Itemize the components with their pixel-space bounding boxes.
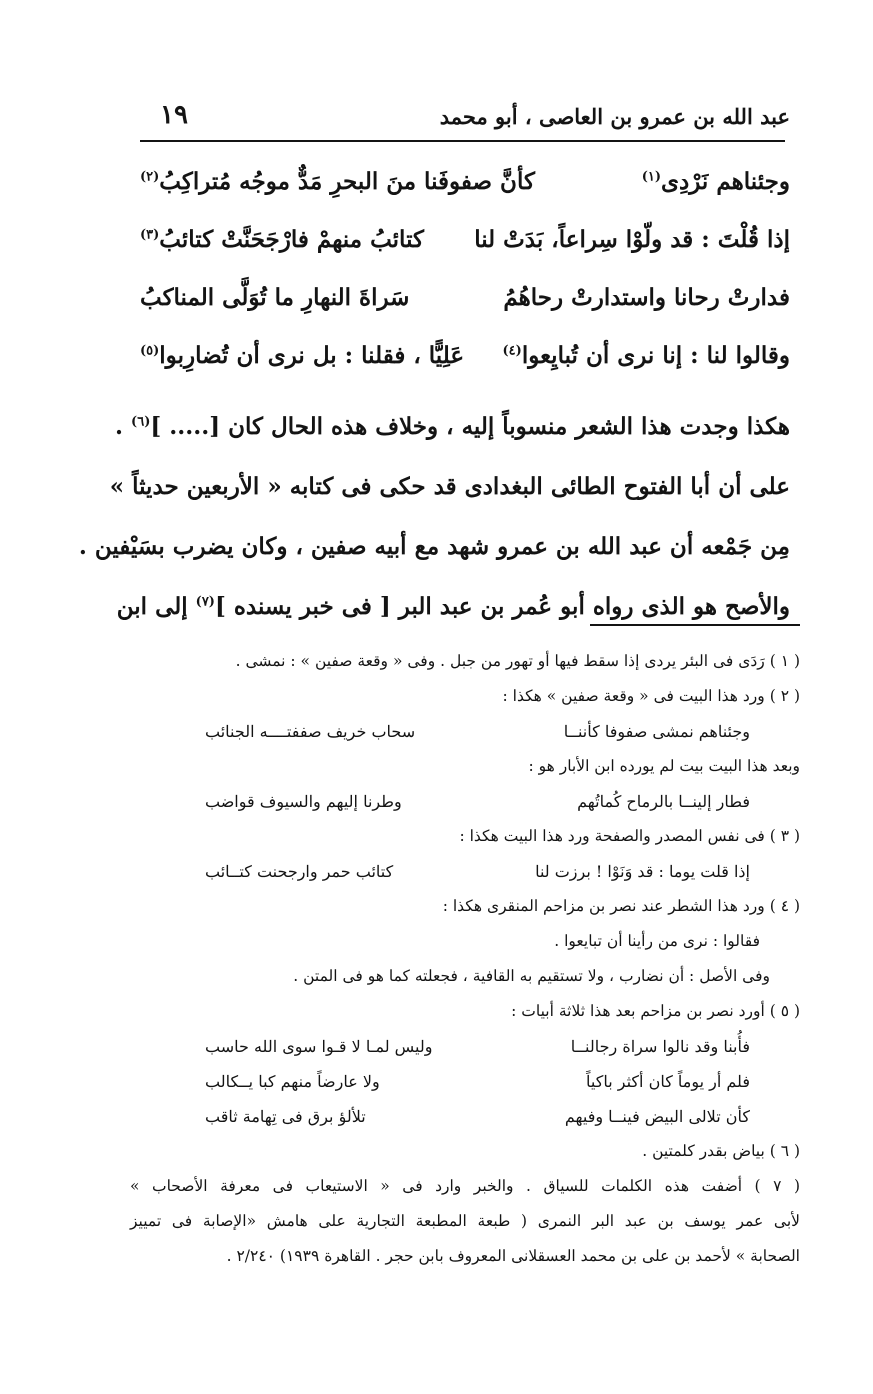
page-number: ١٩ [160,100,188,130]
footnote-verse [130,714,800,749]
verse-first-hemistich: وقالوا لنا : إنا نرى أن تُبايِعوا$^{(٤)}$ [502,342,790,369]
verse-second-hemistich: كأنَّ صفوفَنا منَ البحرِ مَدٌّ موجُه مُتراكِبُ$^{(٢)}$ [140,168,535,195]
footnote-mark: (٣) [140,227,160,243]
footnote-verse [130,784,800,819]
footnote-mark: (٧) [195,594,215,610]
footnote-4-continued: وفى الأصل : أن نضارب ، ولا تستقيم به القافية ، فجعلته كما هو فى المتن . [293,967,770,985]
footnote-2: ( ٢ ) ورد هذا البيت فى « وقعة صفين » هكذا : [502,687,800,705]
footnote-verse-second: تلألؤ برق فى تِهامة ثاقب [205,1107,366,1126]
footnote-verse-first: فلم أر يوماً كان أكثر باكياً [586,1072,750,1091]
footnote-3: ( ٣ ) فى نفس المصدر والصفحة ورد هذا البيت هكذا : [459,827,800,845]
verse-first-hemistich: إذا قُلْتَ : قد ولّوْا سِراعاً، بَدَتْ لنا [474,226,790,253]
footnote-verse-first: كأن تلالى البيض فينــا وفيهم [564,1107,750,1126]
footnote-rule [590,624,800,626]
footnote-mark: (٥) [140,343,160,359]
prose-line: والأصح هو الذى رواه أبو عُمر بن عبد البر [ فى خبر يسنده ]$^{(٧)}$ إلى ابن [116,593,790,620]
prose-line: على أن أبا الفتوح الطائى البغدادى قد حكى فى كتابه « الأربعين حديثاً » [109,473,790,500]
verse-line [140,218,790,276]
prose-line: مِن جَمْعه أن عبد الله بن عمرو شهد مع أبيه صفين ، وكان يضرب بسَيْفين . [78,533,790,560]
footnote-verse [130,1099,800,1134]
verse-line [140,276,790,334]
verse-second-hemistich: عَلِيًّا ، فقلنا : بل نرى أن تُضارِبوا$^{(٥)}$ [140,342,465,369]
footnote-1: ( ١ ) رَدَى فى البئر يردى إذا سقط فيها أو تهور من جبل . وفى « وقعة صفين » : نمشى . [235,652,800,670]
verse-second-hemistich: سَراةَ النهارِ ما تُوَلَّى المناكبُ [140,284,410,311]
footnote-verse-second: ولا عارضاً منهم كبا يــكالب [205,1072,380,1091]
footnote-verse-first: إذا قلت يوما : قد وَنَوْا ! برزت لنا [535,862,750,881]
footnote-verse [130,1029,800,1064]
footnote-7: ( ٧ ) أضفت هذه الكلمات للسياق . والخبر وارد فى « الاستيعاب فى معرفة الأصحاب » [130,1177,800,1195]
footnote-verse-first: فطار إلينــا بالرماح كُماتُهم [577,792,750,811]
poem [140,160,790,392]
verse-second-hemistich: كتائبُ منهمْ فارْجَحَنَّتْ كتائبُ$^{(٣)}$ [140,226,424,253]
footnote-verse [130,854,800,889]
page-header [140,100,790,140]
footnote-verse-second: كتائب حمر وارجحنت كتــائب [205,862,394,881]
footnote-7-continued: الصحابة » لأحمد بن على بن محمد العسقلانى المعروف بابن حجر . القاهرة ١٩٣٩) ٢/٢٤٠ . [226,1247,800,1265]
verse-first-hemistich: وجئناهم نَرْدِى$^{(١)}$ [641,168,790,195]
running-title: عبد الله بن عمرو بن العاصى ، أبو محمد [439,104,790,129]
footnote-4: ( ٤ ) ورد هذا الشطر عند نصر بن مزاحم المنقرى هكذا : [442,897,800,915]
header-rule [140,140,785,142]
footnote-verse [130,1064,800,1099]
footnote-verse-second: سحاب خريف صففتــــه الجنائب [205,722,416,741]
footnote-2-continued: وبعد هذا البيت بيت لم يورده ابن الأبار هو : [528,757,800,775]
footnote-verse-second: وليس لمـا لا قـوا سوى الله حاسب [205,1037,433,1056]
footnote-7-continued: لأبى عمر يوسف بن عبد البر النمرى ( طبعة المطبعة التجارية على هامش «الإصابة فى تمييز [130,1212,800,1230]
footnotes [130,644,800,1274]
footnote-mark: (٢) [140,169,160,185]
footnote-mark: (٦) [131,414,151,430]
footnote-5: ( ٥ ) أورد نصر بن مزاحم بعد هذا ثلاثة أبيات : [511,1002,800,1020]
prose-line: هكذا وجدت هذا الشعر منسوباً إليه ، وخلاف هذه الحال كان [..... ]$^{(٦)}$ . [115,413,790,440]
verse-first-hemistich: فدارتْ رحانا واستدارتْ رحاهُمُ [503,284,790,311]
footnote-mark: (١) [641,169,661,185]
verse-line [140,160,790,218]
footnote-verse: فقالوا : نرى من رأينا أن تبايعوا . [554,932,760,950]
footnote-mark: (٤) [502,343,522,359]
footnote-verse-first: وجئناهم نمشى صفوفا كأننــا [563,722,750,741]
verse-line [140,334,790,392]
footnote-verse-first: فأُبنا وقد نالوا سراة رجالنــا [570,1037,750,1056]
footnote-6: ( ٦ ) بياض بقدر كلمتين . [642,1142,800,1160]
body-text [78,402,790,642]
footnote-verse-second: وطرنا إليهم والسيوف قواضب [205,792,402,811]
